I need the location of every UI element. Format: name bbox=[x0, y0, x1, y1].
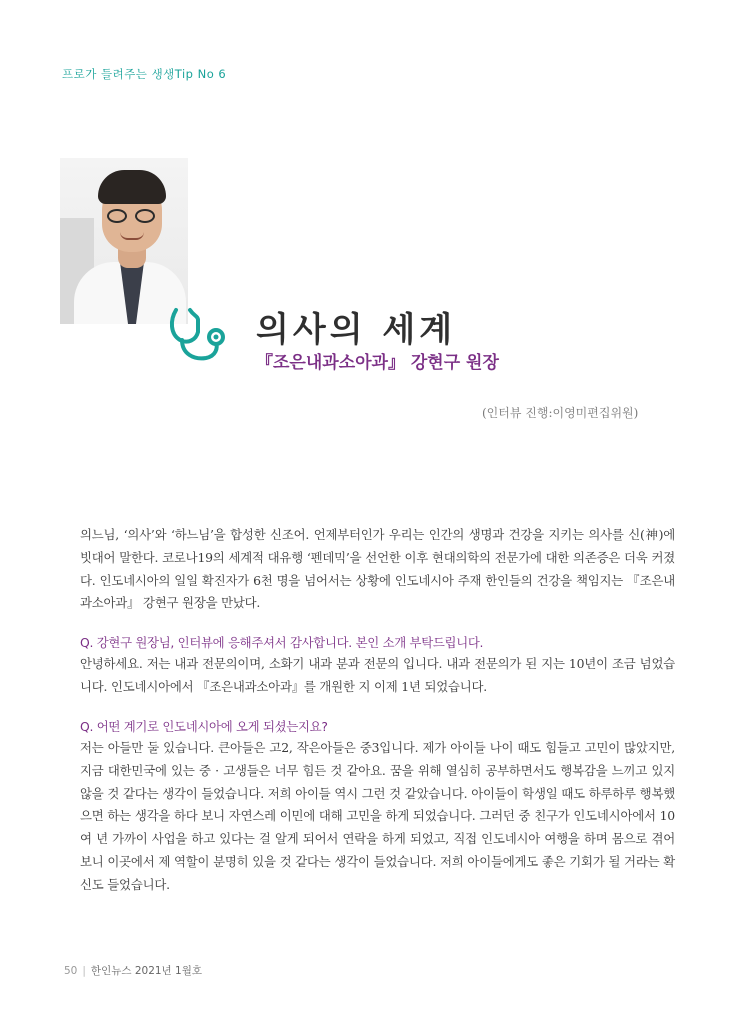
page-footer: 50 | 한인뉴스 2021년 1월호 bbox=[64, 965, 202, 977]
answer-2: 저는 아들만 둘 있습니다. 큰아들은 고2, 작은아들은 중3입니다. 제가 아이들 나이 때도 힘들고 고민이 많았지만, 지금 대한민국에 있는 중 · 고생들은 너무 힘든 것 같아요. 꿈을 위해 열심히 공부하면서도 행복감을 느끼고 있지 않을 것 같다는 생각이 들었습니다. 저희 아이들 역시 그런 것 같았습니다. 아이들이 학생일 때도 하루하루 행복했으면 하는 생각을 하다 보니 자연스레 이민에 대해 고민을 하게 되었습니다. 그러던 중 친구가 인도네시아에서 10여 년 가까이 사업을 하고 있다는 걸 알게 되어서 연락을 하게 되었고, 직접 인도네시아 여행을 하며 몸으로 겪어 보니 이곳에서 제 역할이 분명히 있을 것 같다는 생각이 들었습니다. 저희 아이들에게도 좋은 기회가 될 거라는 확신도 들었습니다. bbox=[80, 740, 675, 892]
interviewee-photo bbox=[60, 158, 188, 324]
intro-paragraph: 의느님, ‘의사’와 ‘하느님’을 합성한 신조어. 언제부터인가 우리는 인간의 생명과 건강을 지키는 의사를 신(神)에 빗대어 말한다. 코로나19의 세계적 대유행 ‘펜데믹’을 선언한 이후 현대의학의 전문가에 대한 의존증은 더욱 커졌다. 인도네시아의 일일 확진자가 6천 명을 넘어서는 상황에 인도네시아 주재 한인들의 건강을 책임지는 『조은내과소아과』 강현구 원장을 만났다. bbox=[80, 527, 675, 611]
answer-1: 안녕하세요. 저는 내과 전문의이며, 소화기 내과 분과 전문의 입니다. 내과 전문의가 된 지는 10년이 조금 넘었습니다. 인도네시아에서 『조은내과소아과』를 개원한 지 이제 1년 되었습니다. bbox=[80, 656, 675, 694]
interview-credit: (인터뷰 진행:이영미편집위원) bbox=[482, 406, 639, 420]
question-2: Q. 어떤 계기로 인도네시아에 오게 되셨는지요? bbox=[80, 719, 328, 734]
article-subtitle: 『조은내과소아과』 강현구 원장 bbox=[256, 353, 499, 373]
publication-name: 한인뉴스 2021년 1월호 bbox=[90, 965, 202, 977]
stethoscope-icon bbox=[168, 306, 230, 364]
article-title: 의사의 세계 bbox=[256, 310, 457, 350]
question-1: Q. 강현구 원장님, 인터뷰에 응해주셔서 감사합니다. 본인 소개 부탁드립니다. bbox=[80, 635, 484, 650]
series-tag: 프로가 들려주는 생생Tip No 6 bbox=[62, 67, 227, 81]
page-number: 50 bbox=[64, 965, 78, 977]
